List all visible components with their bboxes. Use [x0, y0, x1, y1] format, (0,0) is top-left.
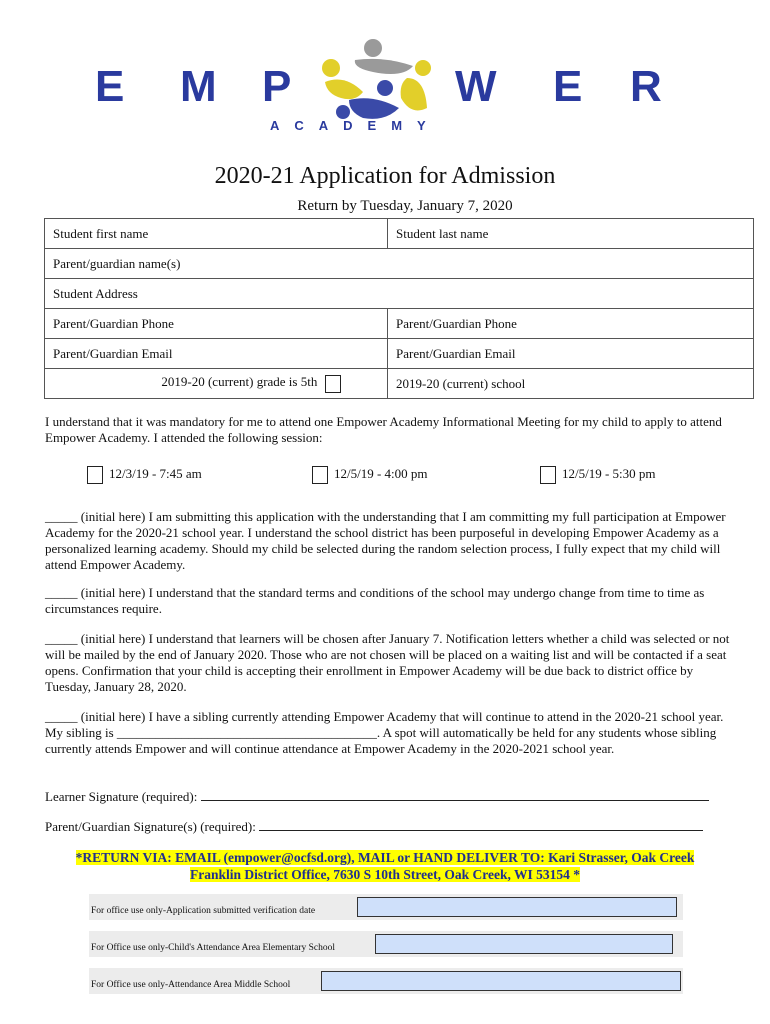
session-checkbox[interactable]: [540, 466, 556, 484]
logo-subtitle: ACADEMY: [270, 118, 441, 133]
elementary-school-input[interactable]: [375, 934, 673, 954]
sibling-paragraph: _____ (initial here) I have a sibling currently attending Empower Academy that will continue to attend in the 2020-21 school year. My sibling is ________________________________________. A spot will automatically be held for any students whose sibling currently attends Empower and will continue attendance at Empower Academy in the 2020-2021 school year.: [45, 709, 724, 756]
logo-letter: R: [630, 62, 662, 111]
logo-letter: P: [262, 62, 292, 111]
parent-signature: [45, 818, 703, 835]
meeting-statement: I understand that it was mandatory for me to attend one Empower Academy Informational Meeting for my child to apply to attend Empower Academy. I attended the following session:: [45, 414, 722, 445]
session-label: 12/5/19 - 5:30 pm: [562, 466, 656, 481]
logo-letter: W: [455, 62, 497, 111]
return-line-1: *RETURN VIA: EMAIL (empower@ocfsd.org), MAIL or HAND DELIVER TO: Kari Strasser, Oak Creek: [75, 850, 695, 865]
logo-letter: M: [180, 62, 217, 111]
office-use-row: [89, 894, 683, 920]
page-title: 2020-21 Application for Admission: [214, 163, 556, 189]
logo-letter: E: [95, 62, 125, 111]
session-checkbox[interactable]: [87, 466, 103, 484]
parent-signature-line[interactable]: [259, 818, 703, 831]
guardian-phone-field-2[interactable]: Parent/Guardian Phone: [388, 309, 754, 339]
guardian-phone-field-1[interactable]: Parent/Guardian Phone: [45, 309, 388, 339]
return-date: Return by Tuesday, January 7, 2020: [297, 198, 513, 214]
current-school-field[interactable]: 2019-20 (current) school: [388, 369, 754, 399]
session-label: 12/3/19 - 7:45 am: [109, 466, 202, 481]
parent-signature-label: Parent/Guardian Signature(s) (required):: [45, 819, 256, 834]
session-label: 12/5/19 - 4:00 pm: [334, 466, 428, 481]
terms-paragraph: _____ (initial here) I understand that the standard terms and conditions of the school may undergo change from time to time as circumstances require.: [45, 585, 705, 616]
verification-date-input[interactable]: [357, 897, 677, 917]
logo-people-icon: [315, 38, 445, 128]
current-grade-cell: [45, 369, 388, 399]
learner-signature-label: Learner Signature (required):: [45, 789, 198, 804]
guardian-email-field-1[interactable]: Parent/Guardian Email: [45, 339, 388, 369]
selection-paragraph: _____ (initial here) I understand that learners will be chosen after January 7. Notification letters whether a child was selected or not will be mailed by the end of January 2020. Those who are not chosen will be placed on a waiting list and will be contacted if a seat opens. Confirmation that your child is accepting their enrollment in Empower Academy will be due back to district office by Tuesday, January 28, 2020.: [45, 631, 730, 694]
session-option: [312, 466, 428, 484]
parent-guardian-names-field[interactable]: Parent/guardian name(s): [45, 249, 754, 279]
grade-checkbox[interactable]: [325, 375, 341, 393]
student-first-name-field[interactable]: Student first name: [45, 219, 388, 249]
office-use-label: For Office use only-Child's Attendance Area Elementary School: [91, 943, 335, 953]
office-use-row: [89, 931, 683, 957]
middle-school-input[interactable]: [321, 971, 681, 991]
learner-signature: [45, 788, 709, 805]
office-use-label: For Office use only-Attendance Area Middle School: [91, 980, 291, 990]
office-use-label: For office use only-Application submitted verification date: [91, 906, 316, 916]
office-use-row: [89, 968, 683, 994]
student-address-field[interactable]: Student Address: [45, 279, 754, 309]
commitment-paragraph: _____ (initial here) I am submitting this application with the understanding that I am committing my full participation at Empower Academy for the 2020-21 school year. I understand the school district has been purposeful in developing Empower Academy as a personalized learning academy. Should my child be selected during the random selection process, I fully expect that my child will attend Empower Academy.: [45, 509, 726, 572]
current-grade-label: 2019-20 (current) grade is 5th: [161, 374, 318, 390]
student-info-table: [44, 218, 754, 399]
logo-letter: E: [553, 62, 583, 111]
guardian-email-field-2[interactable]: Parent/Guardian Email: [388, 339, 754, 369]
session-checkbox[interactable]: [312, 466, 328, 484]
session-option: [540, 466, 656, 484]
return-instructions: [0, 849, 770, 883]
learner-signature-line[interactable]: [201, 788, 709, 801]
return-line-2: Franklin District Office, 7630 S 10th Street, Oak Creek, WI 53154 *: [190, 867, 580, 882]
student-last-name-field[interactable]: Student last name: [388, 219, 754, 249]
session-option: [87, 466, 202, 484]
